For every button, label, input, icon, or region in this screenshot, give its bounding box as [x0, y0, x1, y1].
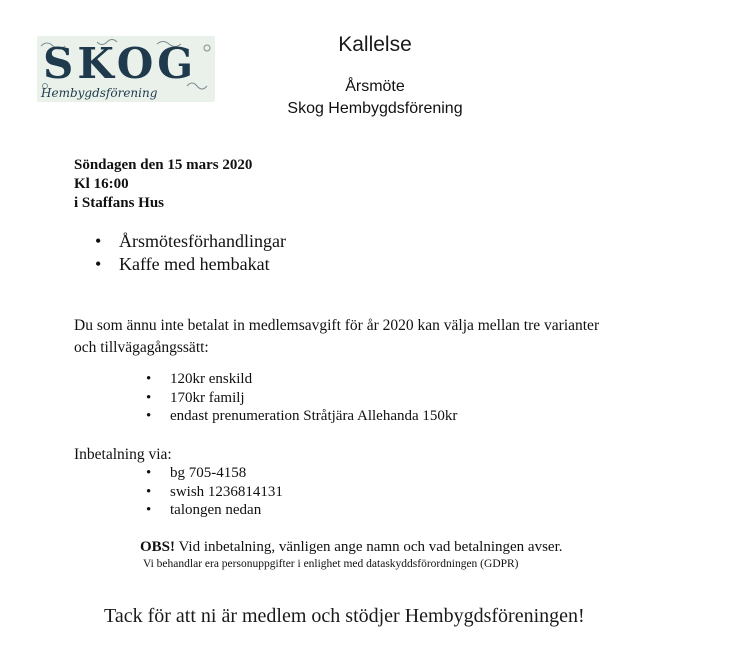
payment-method: • talongen nedan — [146, 502, 262, 518]
bullet: • — [146, 371, 152, 387]
logo-graphic — [37, 36, 215, 102]
meeting-type: Årsmöte — [345, 78, 405, 95]
organization-name: Skog Hembygdsförening — [287, 100, 463, 117]
fee-item: • 120kr enskild — [146, 371, 253, 387]
logo-subtitle: Hembygdsförening — [41, 86, 158, 100]
fee-paragraph: Du som ännu inte betalat in medlemsavgift för år 2020 kan välja mellan tre varianter och tillvägagångssätt: — [74, 317, 600, 356]
bullet: • — [146, 465, 152, 481]
bullet: • — [146, 502, 152, 518]
event-place: i Staffans Hus — [74, 195, 165, 211]
bullet: • — [146, 390, 152, 406]
bullet: • — [95, 231, 102, 251]
fee-item: • 170kr familj — [146, 390, 245, 406]
obs-label: OBS! — [140, 539, 176, 555]
bullet: • — [146, 484, 152, 500]
payment-method: • swish 1236814131 — [146, 484, 283, 500]
event-time: Kl 16:00 — [74, 176, 129, 192]
bullet: • — [95, 254, 102, 274]
event-date: Söndagen den 15 mars 2020 — [74, 157, 253, 173]
thanks-message: Tack för att ni är medlem och stödjer Hembygdsföreningen! — [104, 605, 585, 627]
logo-word: SKOG — [43, 39, 198, 88]
document-title: Kallelse — [338, 33, 412, 56]
payment-heading: Inbetalning via: — [74, 446, 172, 463]
agenda-item: • Kaffe med hembakat — [95, 254, 270, 274]
obs-notice — [140, 539, 562, 556]
obs-text: Vid inbetalning, vänligen ange namn och vad betalningen avser. — [175, 539, 563, 555]
skog-logo — [37, 36, 215, 102]
fee-item: • endast prenumeration Stråtjära Allehanda 150kr — [146, 408, 458, 424]
payment-method: • bg 705-4158 — [146, 465, 247, 481]
agenda-item: • Årsmötesförhandlingar — [95, 231, 286, 251]
gdpr-notice: Vi behandlar era personuppgifter i enlighet med dataskyddsförordningen (GDPR) — [143, 558, 519, 570]
bullet: • — [146, 408, 152, 424]
